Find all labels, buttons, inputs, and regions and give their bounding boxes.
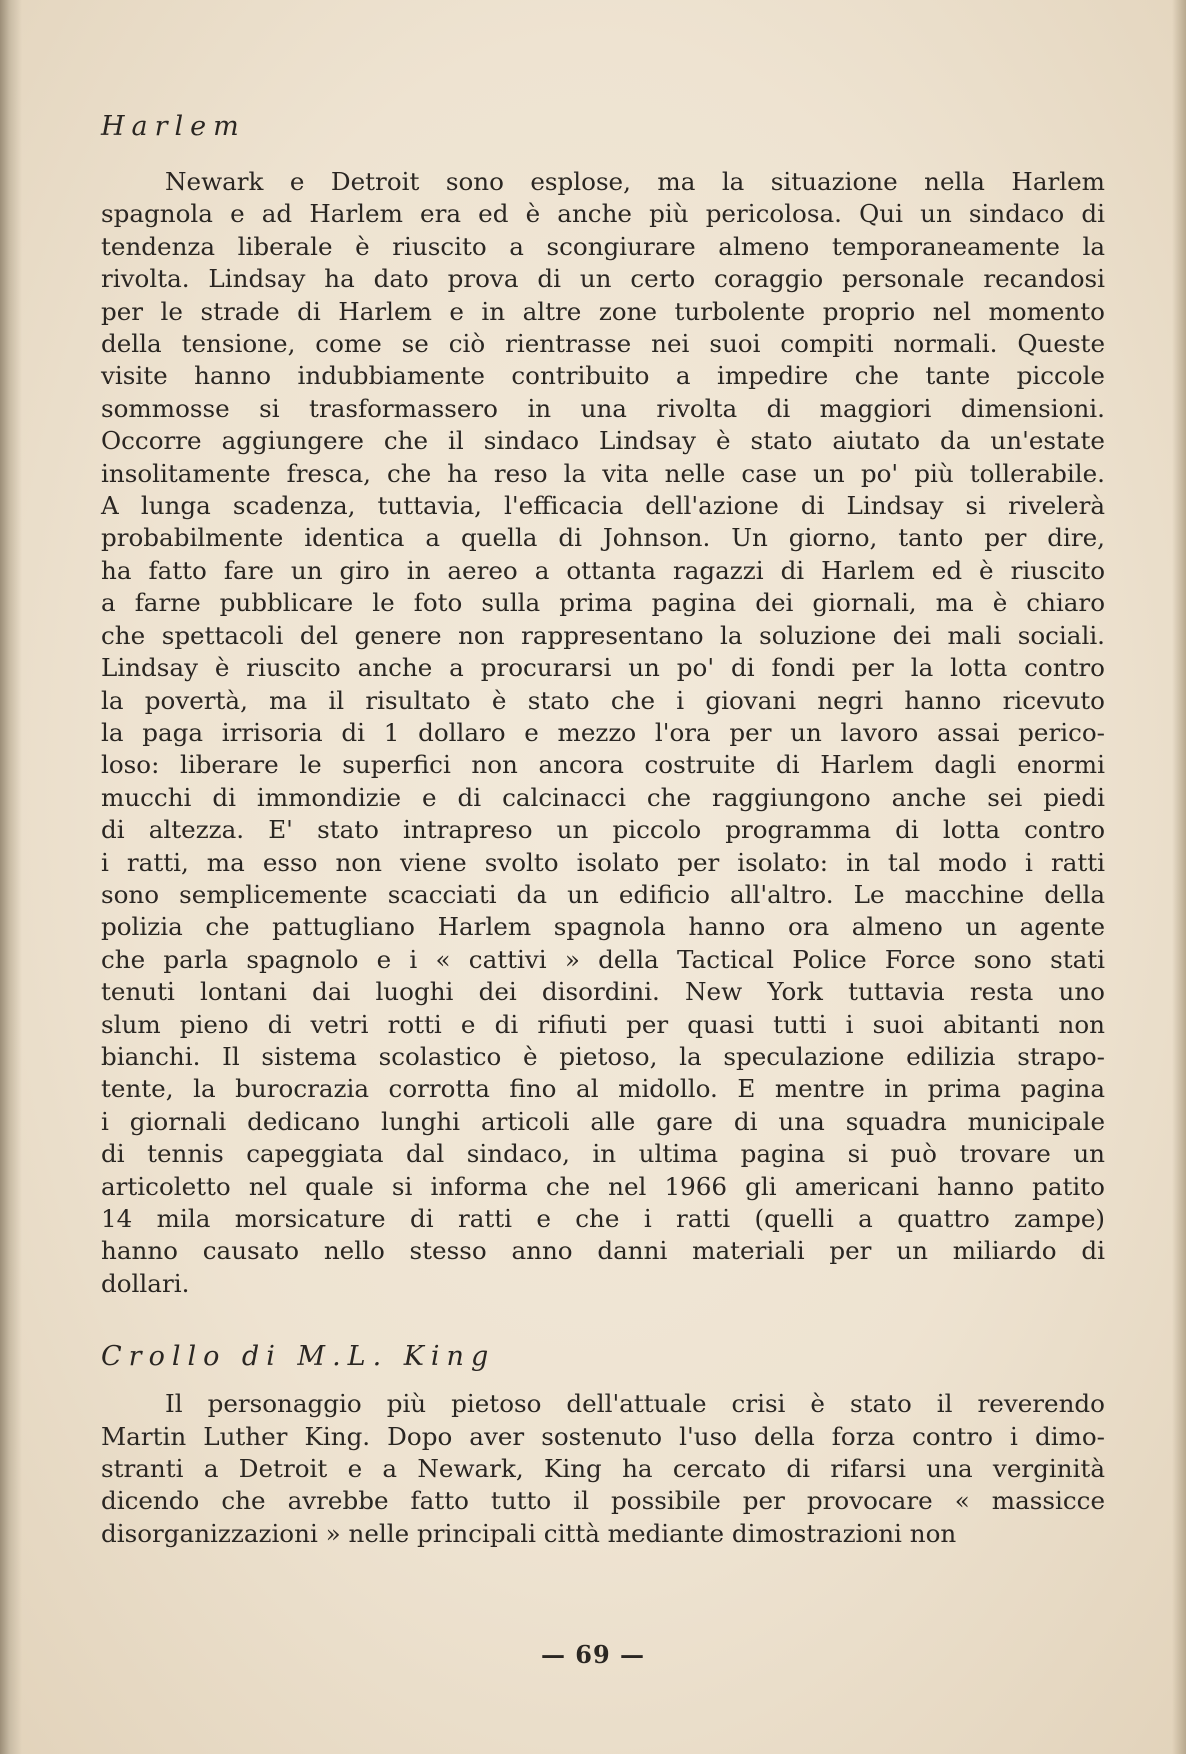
text-line: i ratti, ma esso non viene svolto isolato per isolato: in tal modo i ratti — [101, 847, 1105, 877]
text-line: per le strade di Harlem e in altre zone turbolente proprio nel momento — [101, 296, 1105, 326]
text-line: Lindsay è riuscito anche a procurarsi un po' di fondi per la lotta contro — [101, 653, 1105, 683]
page-content — [101, 110, 1105, 1550]
text-line: dicendo che avrebbe fatto tutto il possibile per provocare « massicce — [101, 1486, 1105, 1516]
page-gutter-shadow — [0, 0, 22, 1754]
text-line: slum pieno di vetri rotti e di rifiuti per quasi tutti i suoi abitanti non — [101, 1009, 1105, 1039]
text-line: mucchi di immondizie e di calcinacci che raggiungono anche sei piedi — [101, 782, 1105, 812]
text-line: probabilmente identica a quella di Johnson. Un giorno, tanto per dire, — [101, 523, 1105, 553]
text-line: della tensione, come se ciò rientrasse nei suoi compiti normali. Queste — [101, 329, 1105, 359]
text-line: articoletto nel quale si informa che nel 1966 gli americani hanno patito — [101, 1171, 1105, 1201]
paragraph-harlem — [101, 166, 1105, 1300]
text-line: dollari. — [101, 1268, 190, 1298]
text-line: la paga irrisoria di 1 dollaro e mezzo l'ora per un lavoro assai perico- — [101, 717, 1105, 747]
text-line: A lunga scadenza, tuttavia, l'efficacia dell'azione di Lindsay si rivelerà — [101, 491, 1105, 521]
page-edge-shadow — [1172, 0, 1186, 1754]
text-line: spagnola e ad Harlem era ed è anche più pericolosa. Qui un sindaco di — [101, 199, 1105, 229]
section-heading-crollo-king: Crollo di M.L. King — [101, 1341, 496, 1373]
text-line: tente, la burocrazia corrotta fino al midollo. E mentre in prima pagina — [101, 1074, 1105, 1104]
text-line: Newark e Detroit sono esplose, ma la situazione nella Harlem — [165, 167, 1105, 196]
text-line: i giornali dedicano lunghi articoli alle gare di una squadra municipale — [101, 1106, 1105, 1136]
text-line: insolitamente fresca, che ha reso la vita nelle case un po' più tollerabile. — [101, 458, 1105, 488]
text-line: polizia che pattugliano Harlem spagnola hanno ora almeno un agente — [101, 912, 1105, 942]
text-line: 14 mila morsicature di ratti e che i ratti (quelli a quattro zampe) — [101, 1204, 1105, 1233]
text-line: disorganizzazioni » nelle principali città mediante dimostrazioni non — [101, 1518, 957, 1548]
text-line: di tennis capeggiata dal sindaco, in ultima pagina si può trovare un — [101, 1139, 1105, 1169]
text-line: che parla spagnolo e i « cattivi » della Tactical Police Force sono stati — [101, 944, 1105, 974]
text-line: Il personaggio più pietoso dell'attuale crisi è stato il reverendo — [165, 1389, 1105, 1419]
text-line: ha fatto fare un giro in aereo a ottanta ragazzi di Harlem ed è riuscito — [101, 555, 1105, 585]
text-line: hanno causato nello stesso anno danni materiali per un miliardo di — [101, 1236, 1105, 1266]
text-line: tendenza liberale è riuscito a scongiurare almeno temporaneamente la — [101, 231, 1105, 261]
text-line: visite hanno indubbiamente contribuito a impedire che tante piccole — [101, 361, 1105, 391]
text-line: la povertà, ma il risultato è stato che i giovani negri hanno ricevuto — [101, 685, 1105, 715]
text-line: Occorre aggiungere che il sindaco Lindsay è stato aiutato da un'estate — [101, 426, 1105, 456]
text-line: a farne pubblicare le foto sulla prima pagina dei giornali, ma è chiaro — [101, 588, 1105, 618]
text-line: sommosse si trasformassero in una rivolta di maggiori dimensioni. — [101, 393, 1105, 423]
paragraph-crollo-king — [101, 1388, 1105, 1550]
text-line: Martin Luther King. Dopo aver sostenuto l'uso della forza contro i dimo- — [101, 1421, 1105, 1451]
text-line: loso: liberare le superfici non ancora costruite di Harlem dagli enormi — [101, 750, 1105, 780]
text-line: tenuti lontani dai luoghi dei disordini. New York tuttavia resta uno — [101, 977, 1105, 1007]
text-line: bianchi. Il sistema scolastico è pietoso, la speculazione edilizia strapo- — [101, 1041, 1105, 1071]
text-line: stranti a Detroit e a Newark, King ha cercato di rifarsi una verginità — [101, 1454, 1105, 1484]
text-line: rivolta. Lindsay ha dato prova di un certo coraggio personale recandosi — [101, 264, 1105, 294]
text-line: sono semplicemente scacciati da un edificio all'altro. Le macchine della — [101, 879, 1105, 909]
section-heading-harlem: Harlem — [101, 111, 246, 142]
page-number: — 69 — — [540, 1640, 646, 1669]
text-line: di altezza. E' stato intrapreso un piccolo programma di lotta contro — [101, 815, 1105, 845]
text-line: che spettacoli del genere non rappresentano la soluzione dei mali sociali. — [101, 620, 1105, 650]
